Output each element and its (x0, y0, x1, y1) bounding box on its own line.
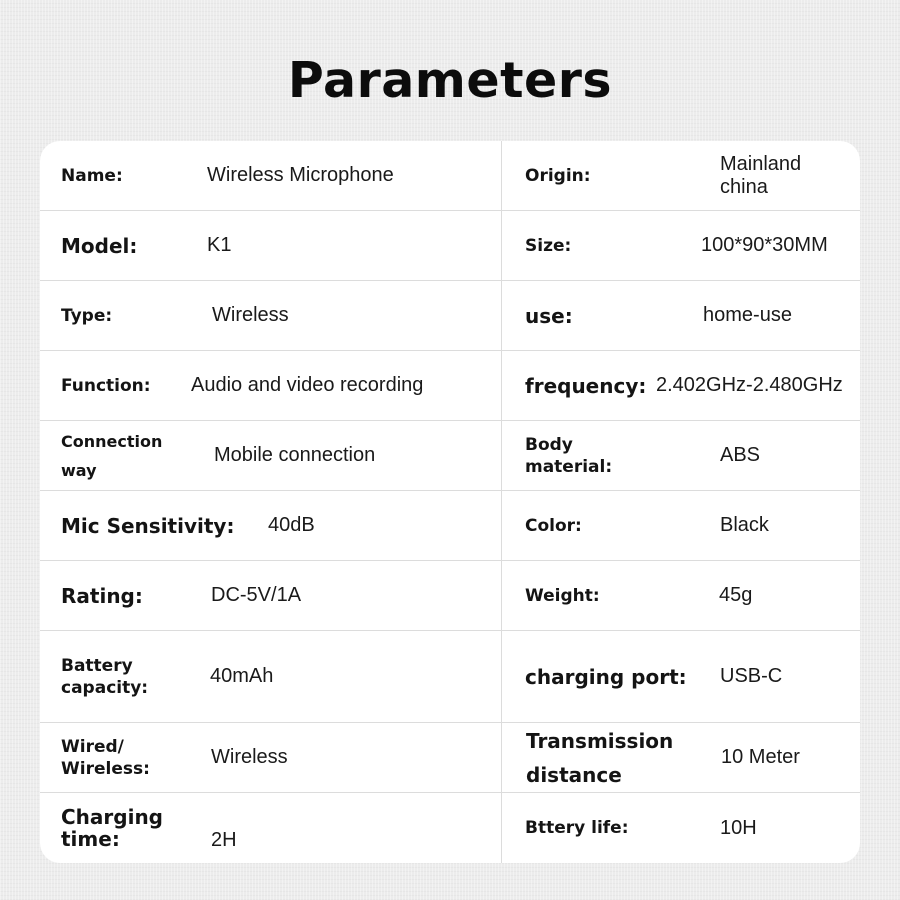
spec-label: Bttery life: (525, 818, 629, 838)
spec-label: Rating: (61, 583, 143, 608)
table-row (40, 793, 860, 863)
spec-value: 40mAh (210, 665, 274, 687)
spec-label: Type: (61, 305, 113, 326)
parameters-table (40, 141, 860, 863)
spec-value: 40dB (268, 514, 315, 536)
spec-value: Black (720, 514, 769, 536)
spec-value: Mobile connection (214, 444, 376, 466)
spec-value: Wireless (212, 304, 289, 326)
spec-value: ABS (720, 444, 761, 466)
spec-value: 45g (719, 584, 753, 606)
spec-value: Wireless (211, 746, 288, 768)
spec-value: DC-5V/1A (211, 584, 302, 606)
spec-value: Wireless Microphone (207, 164, 394, 186)
spec-label: Origin: (525, 165, 591, 186)
spec-value: Mainland china (720, 152, 802, 198)
spec-label: charging port: (525, 664, 687, 689)
spec-label: Color: (525, 515, 582, 536)
table-row (40, 421, 860, 491)
spec-label: Battery capacity: (61, 655, 149, 698)
spec-value: 10 Meter (721, 746, 800, 768)
table-row (40, 281, 860, 351)
spec-label: use: (525, 303, 573, 328)
spec-label: Model: (61, 233, 138, 258)
spec-label: Weight: (525, 585, 600, 606)
spec-label: Wired/ Wireless: (61, 736, 150, 779)
spec-label: Body material: (525, 434, 613, 477)
table-row (40, 491, 860, 561)
spec-label: Connection way (61, 431, 163, 480)
spec-value: 2.402GHz-2.480GHz (656, 374, 843, 396)
spec-value: K1 (207, 234, 232, 256)
spec-value: 2H (211, 828, 237, 851)
table-row (40, 141, 860, 211)
spec-value: USB-C (720, 665, 783, 687)
spec-value: 100*90*30MM (701, 234, 828, 256)
spec-value: Audio and video recording (191, 374, 424, 396)
page-title: Parameters (287, 52, 613, 109)
spec-label: Function: (61, 375, 151, 396)
table-row (40, 351, 860, 421)
spec-label: Name: (61, 165, 123, 186)
table-row (40, 723, 860, 793)
spec-value: home-use (703, 304, 792, 326)
table-row (40, 631, 860, 723)
spec-label: Charging time: (61, 805, 164, 851)
spec-value: 10H (720, 816, 757, 839)
spec-label: Transmission distance (526, 728, 674, 787)
spec-label: frequency: (525, 373, 647, 398)
table-row (40, 211, 860, 281)
spec-label: Mic Sensitivity: (61, 513, 235, 538)
table-row (40, 561, 860, 631)
spec-label: Size: (525, 235, 572, 256)
